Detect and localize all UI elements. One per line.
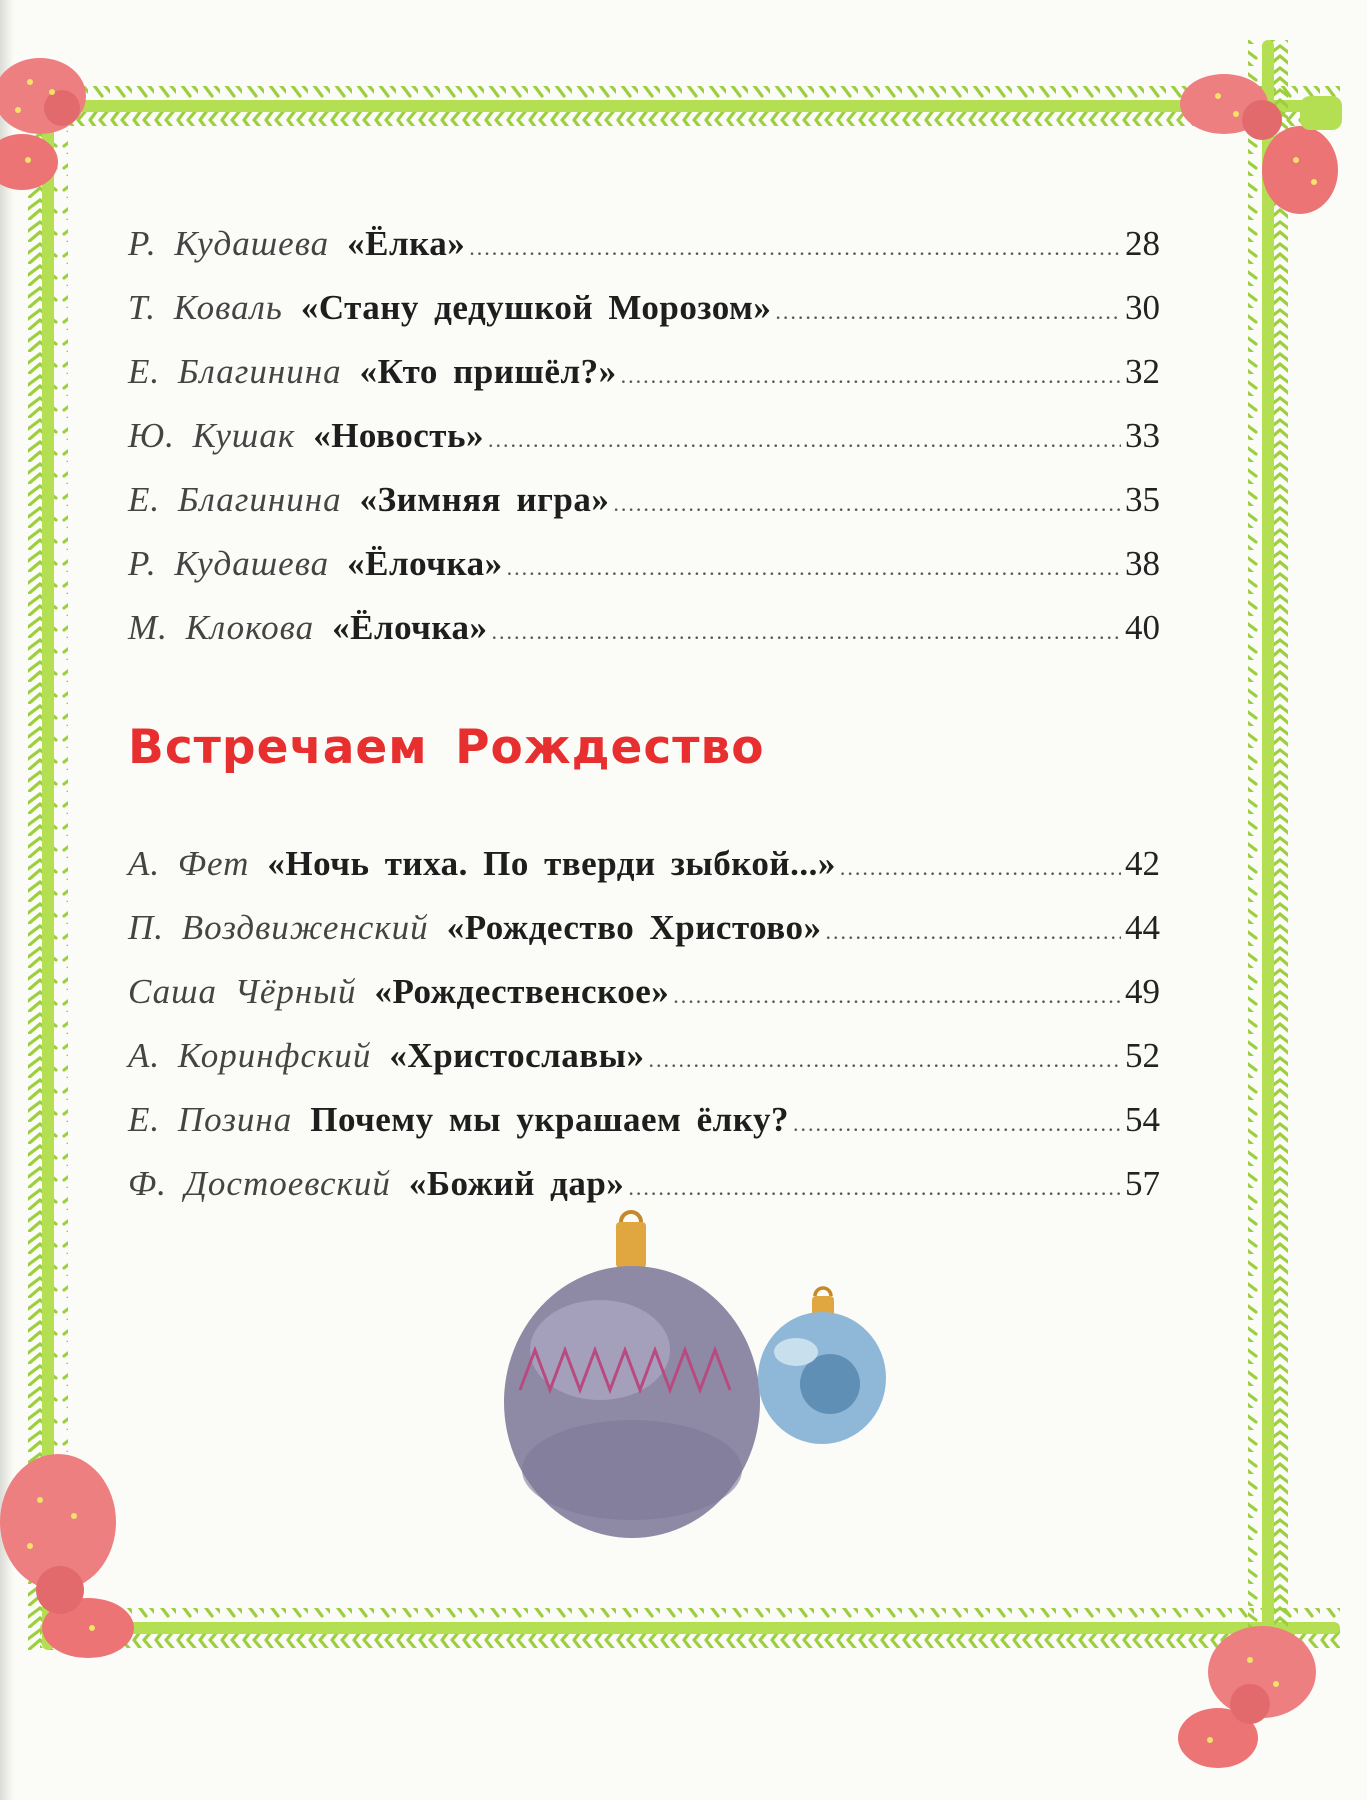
top-branch <box>30 86 1340 126</box>
entry-title: «Ночь тиха. По тверди зыбкой...» <box>267 844 836 883</box>
entry-page-number: 40 <box>1125 608 1160 647</box>
entry-title: Почему мы украшаем ёлку? <box>310 1100 789 1139</box>
entry-title: «Христославы» <box>389 1036 645 1075</box>
large-ornament-icon <box>504 1212 760 1538</box>
entry-author: Т. Коваль <box>128 288 283 327</box>
toc-entry[interactable] <box>128 1164 1160 1216</box>
entry-title: «Рождество Христово» <box>446 908 822 947</box>
small-ornament-icon <box>758 1288 886 1444</box>
entry-title: «Новость» <box>313 416 484 455</box>
entry-page-number: 54 <box>1125 1100 1160 1139</box>
entry-author: Е. Позина <box>128 1100 293 1139</box>
dot-leader <box>492 619 1121 645</box>
dot-leader <box>488 427 1121 453</box>
entry-page-number: 57 <box>1125 1164 1160 1203</box>
right-branch <box>1248 40 1288 1660</box>
entry-page-number: 32 <box>1125 352 1160 391</box>
dot-leader <box>673 983 1121 1009</box>
entry-page-number: 35 <box>1125 480 1160 519</box>
entry-author: Саша Чёрный <box>128 972 357 1011</box>
entry-title: «Кто пришёл?» <box>359 352 617 391</box>
entry-author: Е. Благинина <box>128 352 342 391</box>
toc-entry[interactable] <box>128 908 1160 960</box>
dot-leader <box>825 919 1121 945</box>
entry-author: М. Клокова <box>128 608 315 647</box>
entry-title: «Божий дар» <box>408 1164 625 1203</box>
toc-entry[interactable] <box>128 608 1160 660</box>
entry-page-number: 28 <box>1125 224 1160 263</box>
entry-author: А. Фет <box>128 844 250 883</box>
entry-page-number: 52 <box>1125 1036 1160 1075</box>
entry-author: Ф. Достоевский <box>128 1164 391 1203</box>
toc-entry[interactable] <box>128 972 1160 1024</box>
toc-entry[interactable] <box>128 288 1160 340</box>
entry-page-number: 44 <box>1125 908 1160 947</box>
entry-author: П. Воздвиженский <box>128 908 429 947</box>
dot-leader <box>628 1175 1121 1201</box>
dot-leader <box>621 363 1121 389</box>
dot-leader <box>507 555 1121 581</box>
entry-title: «Рождественское» <box>374 972 670 1011</box>
toc-entry[interactable] <box>128 416 1160 468</box>
dot-leader <box>469 235 1121 261</box>
entry-title: «Ёлочка» <box>347 544 503 583</box>
entry-author: Е. Благинина <box>128 480 342 519</box>
entry-page-number: 38 <box>1125 544 1160 583</box>
entry-title: «Стану дедушкой Морозом» <box>300 288 772 327</box>
toc-entry[interactable] <box>128 544 1160 596</box>
entry-author: А. Коринфский <box>128 1036 372 1075</box>
dot-leader <box>649 1047 1122 1073</box>
toc-entry[interactable] <box>128 844 1160 896</box>
section-heading: Встречаем Рождество <box>128 720 765 775</box>
toc-entry[interactable] <box>128 480 1160 532</box>
entry-page-number: 42 <box>1125 844 1160 883</box>
entry-page-number: 33 <box>1125 416 1160 455</box>
toc-entry[interactable] <box>128 352 1160 404</box>
toc-entry[interactable] <box>128 1036 1160 1088</box>
entry-author: Ю. Кушак <box>128 416 296 455</box>
entry-author: Р. Кудашева <box>128 224 330 263</box>
entry-page-number: 30 <box>1125 288 1160 327</box>
bottom-branch <box>40 1608 1340 1648</box>
entry-page-number: 49 <box>1125 972 1160 1011</box>
dot-leader <box>775 299 1121 325</box>
entry-title: «Ёлочка» <box>332 608 488 647</box>
dot-leader <box>840 855 1121 881</box>
bow-bottom-left-icon <box>0 1454 134 1658</box>
dot-leader <box>793 1111 1121 1137</box>
dot-leader <box>613 491 1121 517</box>
left-branch <box>28 80 68 1650</box>
toc-entry[interactable] <box>128 224 1160 276</box>
entry-title: «Ёлка» <box>347 224 466 263</box>
toc-entry[interactable] <box>128 1100 1160 1152</box>
entry-title: «Зимняя игра» <box>359 480 610 519</box>
entry-author: Р. Кудашева <box>128 544 330 583</box>
